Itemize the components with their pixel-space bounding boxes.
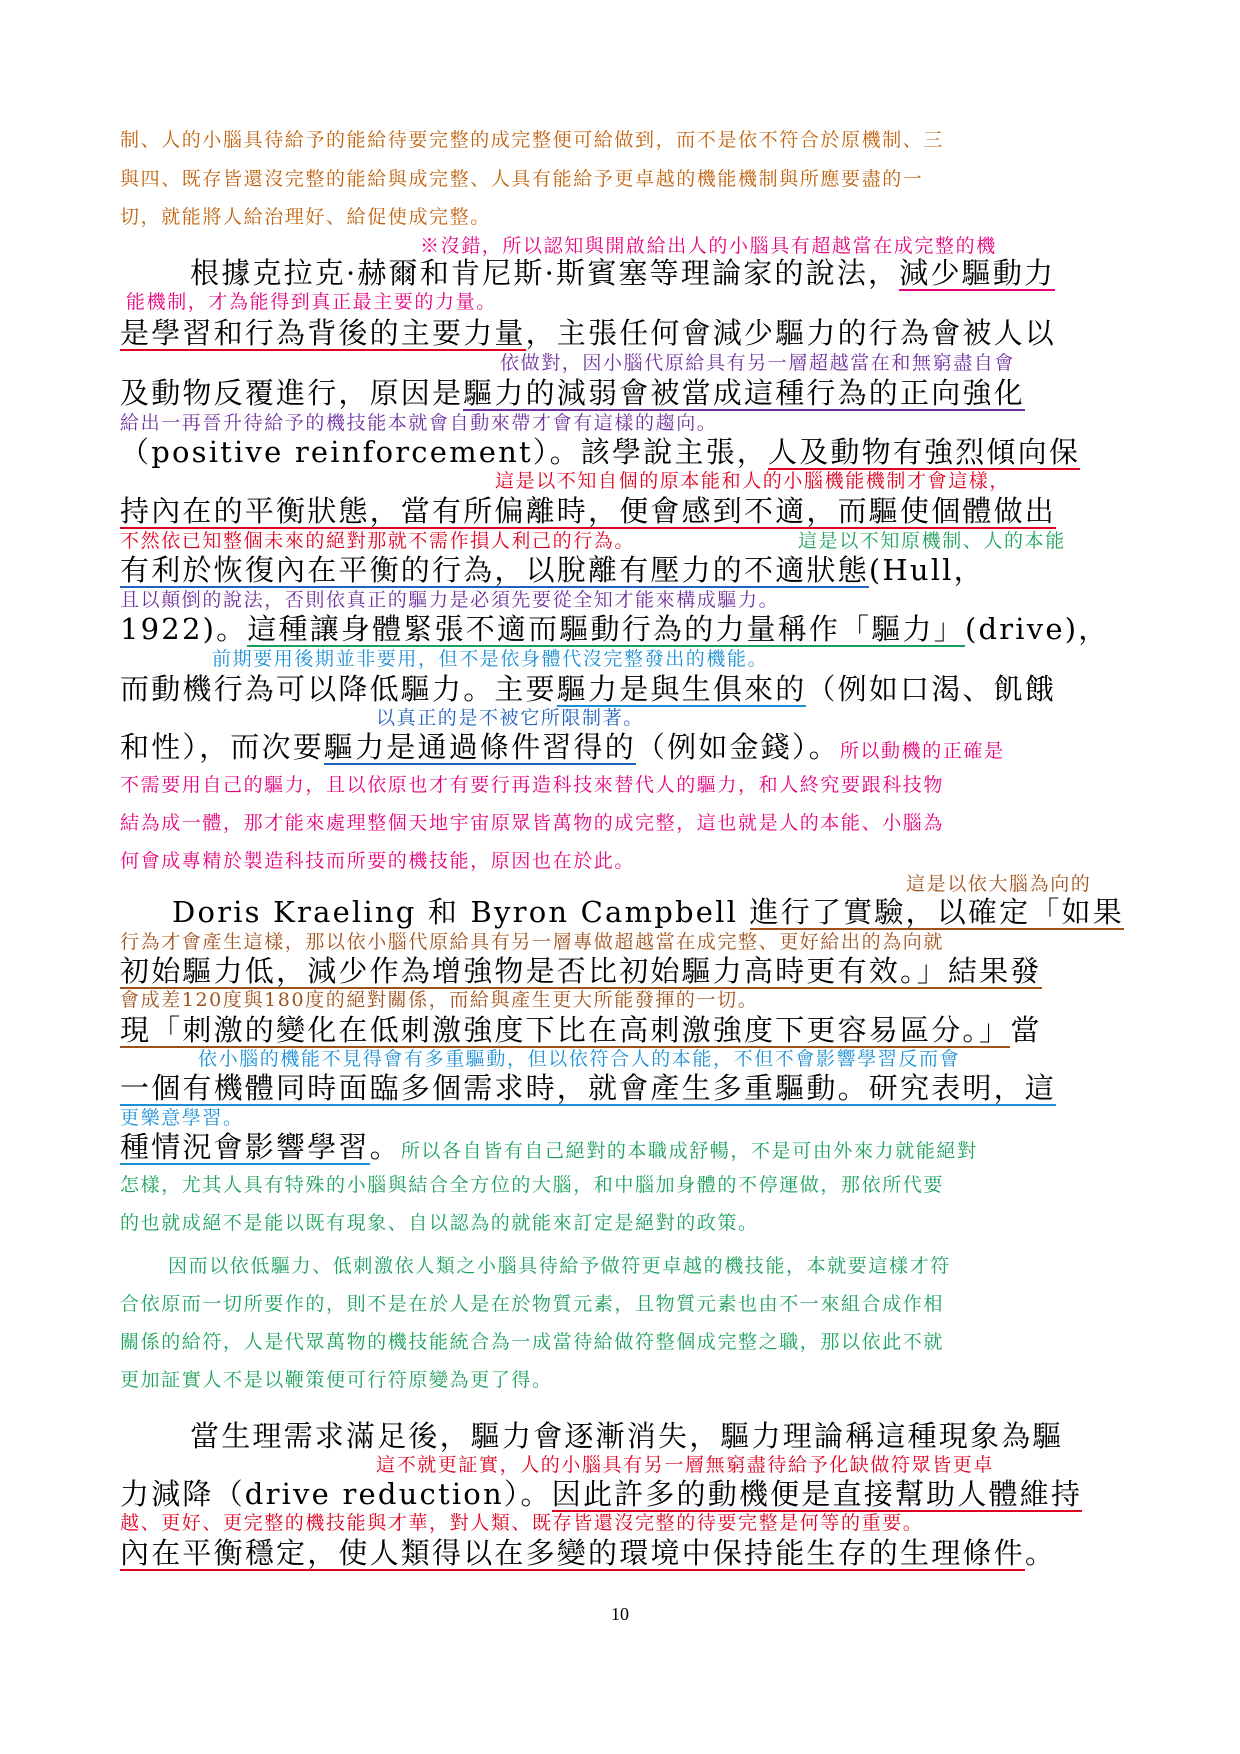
p4-line-3-text: 。 [1024,1536,1057,1570]
p1-line-9-text-b: （例如金錢）。 [635,730,840,764]
p3-line-4: 更加証實人不是以鞭策便可行符原變為更了得。 [120,1369,553,1391]
p2-green-line-1: 怎樣，尤其人具有特殊的小腦與結合全方位的大腦，和中腦加身體的不停運做，那依所代要 [120,1174,945,1196]
p1-line-1-underlined: 減少驅動力 [899,256,1056,290]
p1-line-1 [190,258,1055,291]
annotation-p2-c: 會成差120度與180度的絕對關係，而給與產生更大所能發揮的一切。 [120,989,759,1011]
p1-magenta-line-3: 何會成專精於製造科技而所要的機技能，原因也在於此。 [120,850,636,872]
top-line-2: 與四、既存皆還沒完整的能給與成完整、人具有能給予更卓越的機能機制與所應要盡的一 [120,168,924,190]
p2-line-1-text: Doris Kraeling 和 Byron Campbell [172,895,750,929]
p2-line-5-annotation: 所以各自皆有自己絕對的本職成舒暢，不是可由外來力就能絕對 [400,1140,978,1162]
p1-line-2-text: ，主張任何會減少驅力的行為會被人以 [525,316,1057,350]
p1-line-6-underlined: 有利於恢復內在平衡的行為，以脫離有壓力的不適狀態 [120,553,869,587]
p1-line-1-text: 根據克拉克·赫爾和肯尼斯·斯賓塞等理論家的說法， [190,256,900,290]
p1-line-8-text-a: 而動機行為可以降低驅力。主要 [120,672,557,706]
annotation-p1-b: 能機制，才為能得到真正最主要的力量。 [126,291,497,313]
p1-line-4 [120,437,1080,470]
annotation-p1-c: 依做對，因小腦代原給具有另一層超越當在和無窮盡自會 [500,352,1016,374]
top-line-3: 切，就能將人給治理好、給促使成完整。 [120,206,491,228]
p1-line-7-text-a: 1922)。 [120,612,248,646]
annotation-p2-d: 依小腦的機能不見得會有多重驅動，但以依符合人的本能，不但不會影響學習反而會 [198,1048,961,1070]
p1-line-9-text-a: 和性），而次要 [120,730,324,764]
p1-line-3 [120,378,1025,411]
p2-line-3 [120,1015,1042,1048]
p1-line-3-text: 及動物反覆進行，原因是 [120,376,464,410]
p1-line-5-underlined: 持內在的平衡狀態，當有所偏離時，便會感到不適，而驅使個體做出 [120,494,1057,528]
p1-magenta-line-2: 結為成一體，那才能來處理整個天地宇宙原眾皆萬物的成完整，這也就是人的本能、小腦為 [120,812,945,834]
p2-line-5-text: 。 [369,1130,401,1164]
top-line-1: 制、人的小腦具待給予的能給待要完整的成完整便可給做到，而不是依不符合於原機制、三 [120,129,945,151]
p1-magenta-line-1: 不需要用自己的驅力，且以依原也才有要行再造科技來替代人的驅力，和人終究要跟科技物 [120,774,945,796]
annotation-p1-f2: 這是以不知原機制、人的本能 [798,530,1066,552]
p1-line-8-text-b: （例如口渴、飢餓 [806,672,1057,706]
p2-line-5 [120,1132,978,1165]
p1-line-7 [120,614,1109,647]
p2-line-2 [120,956,1042,989]
p1-line-8 [120,674,1056,707]
annotation-p2-a: 這是以依大腦為向的 [906,873,1092,895]
annotation-p4-a: 這不就更証實，人的小腦具有另一層無窮盡待給予化缺做符眾皆更卓 [376,1454,995,1476]
p4-line-2 [120,1479,1082,1512]
annotation-p1-h: 前期要用後期並非要用，但不是依身體代沒完整發出的機能。 [212,648,769,670]
p3-line-2: 合依原而一切所要作的，則不是在於人是在於物質元素，且物質元素也由不一來組合成作相 [120,1293,945,1315]
p1-line-9-annotation: 所以動機的正確是 [839,740,1005,762]
p1-line-4-text: （positive reinforcement）。該學說主張， [120,435,769,469]
p1-line-7-text-b: (drive)， [964,612,1110,646]
p1-line-9-underlined: 驅力是通過條件習得的 [323,730,636,764]
annotation-p4-b: 越、更好、更完整的機技能與才華，對人類、既存皆還沒完整的待要完整是何等的重要。 [120,1512,924,1534]
p2-line-1 [172,897,1124,930]
annotation-p1-a: ※沒錯，所以認知與開啟給出人的小腦具有超越當在成完整的機 [420,235,997,257]
p1-line-6 [120,555,985,588]
p4-line-3 [120,1538,1056,1571]
annotation-p1-e: 這是以不知自個的原本能和人的小腦機能機制才會這樣， [495,470,1011,492]
annotation-p2-e: 更樂意學習。 [120,1107,244,1129]
p4-line-1: 當生理需求滿足後，驅力會逐漸消失，驅力理論稱這種現象為驅 [190,1419,1064,1453]
p1-line-9 [120,732,1005,765]
p4-line-2-underlined: 因此許多的動機便是直接幫助人體維持 [551,1477,1083,1511]
p3-line-3: 關係的給符，人是代眾萬物的機技能統合為一成當待給做符整個成完整之職，那以依此不就 [120,1331,945,1353]
annotation-p1-g: 且以顛倒的說法，否則依真正的驅力是必須先要從全知才能來構成驅力。 [120,589,780,611]
p1-line-7-underlined: 這種讓身體緊張不適而驅動行為的力量稱作「驅力」 [247,612,965,646]
p2-line-4 [120,1073,1056,1106]
p1-line-6-text: (Hull， [868,553,985,587]
annotation-p2-b: 行為才會產生這樣，那以依小腦代原給具有另一層專做超越當在成完整、更好給出的為向就 [120,931,945,953]
p2-line-5-underlined: 種情況會影響學習 [120,1130,370,1164]
p2-line-3-text: 當 [1010,1013,1042,1047]
p1-line-5 [120,496,1056,529]
p2-line-2-underlined: 初始驅力低，減少作為增強物是否比初始驅力高時更有效。」結果發 [120,954,1042,988]
p2-line-3-underlined: 現「刺激的變化在低刺激強度下比在高刺激強度下更容易區分。」 [120,1013,1011,1047]
p4-line-2-text: 力減降（drive reduction）。 [120,1477,552,1511]
annotation-p1-d: 給出一再晉升待給予的機技能本就會自動來帶才會有這樣的趨向。 [120,412,718,434]
p2-line-1-underlined: 進行了實驗，以確定「如果 [749,895,1124,929]
p2-green-line-2: 的也就成絕不是能以既有現象、自以認為的就能來訂定是絕對的政策。 [120,1212,759,1234]
p1-line-3-underlined: 驅力的減弱會被當成這種行為的正向強化 [463,376,1025,410]
p1-line-2-underlined: 是學習和行為背後的主要力量 [120,316,526,350]
page-number: 10 [611,1604,629,1624]
p3-line-1: 因而以依低驅力、低刺激依人類之小腦具待給予做符更卓越的機技能，本就要這樣才符 [168,1255,951,1277]
p4-line-3-underlined: 內在平衡穩定，使人類得以在多變的環境中保持能生存的生理條件 [120,1536,1025,1570]
p2-line-4-underlined: 一個有機體同時面臨多個需求時，就會產生多重驅動。研究表明，這 [120,1071,1057,1105]
p1-line-4-underlined: 人及動物有強烈傾向保 [768,435,1081,469]
p1-line-2 [120,318,1056,351]
annotation-p1-f1: 不然依已知整個未來的絕對那就不需作損人利己的行為。 [120,530,636,552]
p1-line-8-underlined: 驅力是與生俱來的 [556,672,807,706]
annotation-p1-i: 以真正的是不被它所限制著。 [376,707,644,729]
